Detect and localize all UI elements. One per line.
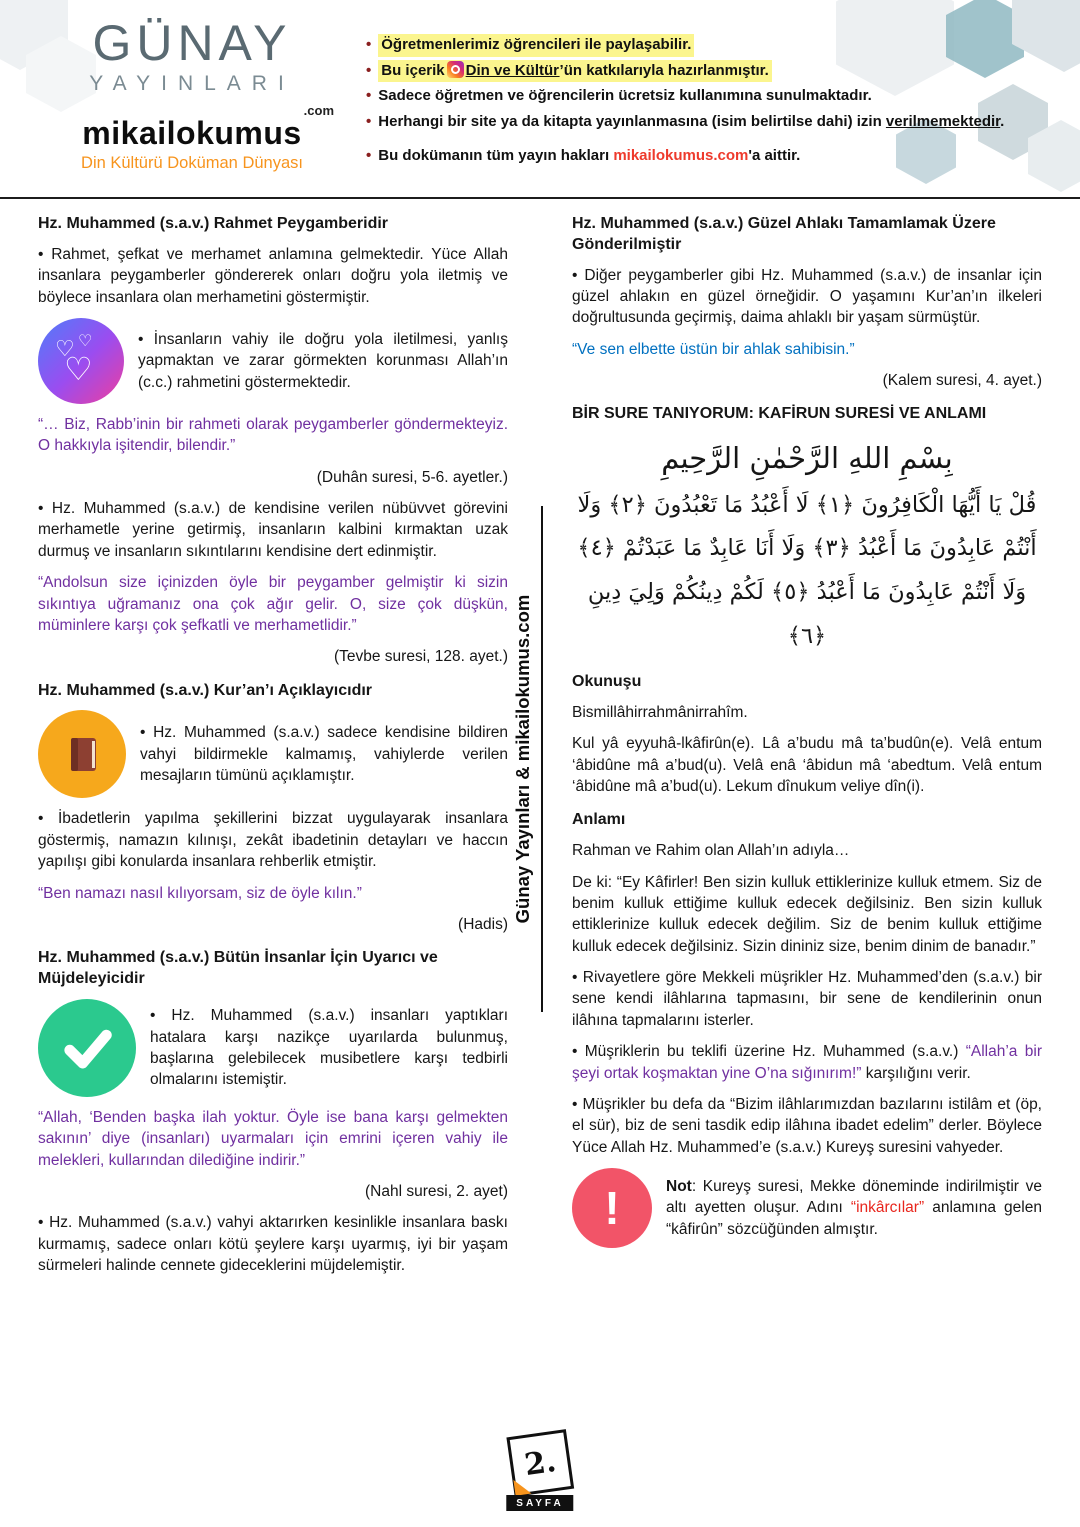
header-notes (366, 34, 1072, 171)
left-column (38, 212, 508, 1287)
quote-source: (Duhân suresi, 5-6. ayetler.) (316, 468, 508, 486)
quote-source: (Nahl suresi, 2. ayet) (365, 1183, 508, 1201)
section-heading: Hz. Muhammed (s.a.v.) Bütün İnsanlar İçin Uyarıcı ve Müjdeleyicidir (38, 949, 438, 988)
paragraph: • Hz. Muhammed (s.a.v.) insanları yaptıkları hatalara karşı nazikçe uyarılarda bulunmuş, başlarına gelebilecek musibetlere karşı tedbirli olmalarını istemiştir. (150, 1007, 508, 1089)
bullet: • (366, 36, 372, 53)
header-divider-rule (0, 197, 1080, 199)
din-ve-kultur-link[interactable]: Din ve Kültür (465, 61, 560, 79)
book-glyph (59, 731, 105, 777)
note-text-pre: Bu dokümanın tüm yayın hakları (378, 147, 614, 164)
note-text (378, 111, 1004, 134)
section-heading: Anlamı (572, 811, 626, 829)
instagram-icon[interactable] (447, 61, 464, 78)
note-post: anlamına gelen “kâfirûn” sözcüğünden almıştır. (666, 1199, 1042, 1238)
logo-tagline: Din Kültürü Doküman Dünyası (81, 154, 303, 172)
quote-source: (Kalem suresi, 4. ayet.) (882, 372, 1042, 390)
quote-text: “Ben namazı nasıl kılıyorsam, siz de öyle kılın.” (38, 884, 362, 902)
header-note-3 (366, 85, 1072, 108)
section-heading: BİR SURE TANIYORUM: KAFİRUN SURESİ VE ANLAMI (572, 405, 987, 423)
note-pre: : Kureyş suresi, Mekke döneminde indirilmiştir ve altı ayetten oluşur. Adını (666, 1177, 1042, 1217)
paragraph: • Müşrikler bu defa da “Bizim ilâhlarımızdan bazılarını istilâm et (öp, el sür), biz de seni tasdik edip ilâhına ibadet edelim” derler. Böylece Yüce Allah Hz. Muhammed’e (s.a.v.) Kureyş suresini vahyeder. (572, 1095, 1042, 1156)
page-number-square (506, 1429, 574, 1497)
paragraph: • Diğer peygamberler gibi Hz. Muhammed (s.a.v.) de insanlar için güzel ahlakın en güzel örneğidir. O yaşamını Kur’an’ın ilkeleri doğrultusunda geçirmiş, daima ahlaklı bir yaşam sürmüştür. (572, 266, 1042, 327)
paragraph: Rahman ve Rahim olan Allah’ın adıyla… (572, 842, 850, 860)
quote-text: “Allah, ‘Benden başka ilah yoktur. Öyle ise bana karşı gelmekten sakının’ diye (insanları) uyarmaları için emrini içeren vahiy ile melekleri, kullarından dilediğine indirir.” (38, 1108, 508, 1169)
paragraph-pre: • Müşriklerin bu teklifi üzerine Hz. Muhammed (s.a.v.) (572, 1043, 966, 1061)
arabic-calligraphy (572, 434, 1042, 659)
note-text-post: ’ün katkılarıyla hazırlanmıştır. (559, 61, 769, 79)
quote-text: “… Biz, Rabb’inin bir rahmeti olarak peygamberler göndermekteyiz. O hakkıyla işitendir, bilendir.” (38, 415, 508, 455)
orange-triangle-accent (513, 1478, 531, 1496)
paragraph: • İnsanların vahiy ile doğru yola iletilmesi, yanlış yapmaktan ve zarar görmekten korunması Allah’ın (c.c.) rahmetini göstermektedir. (138, 330, 508, 391)
quote-text: “Ve sen elbette üstün bir ahlak sahibisin.” (572, 340, 855, 358)
underlined-emphasis: verilmemektedir (885, 112, 1001, 130)
heart-glyph: ♡ (64, 350, 93, 387)
section-heading: Hz. Muhammed (s.a.v.) Kur’an’ı Açıklayıcıdır (38, 681, 373, 699)
heart-glyph: ♡ (78, 332, 93, 350)
bullet: • (366, 147, 372, 164)
note-text: Sadece öğretmen ve öğrencilerin ücretsiz kullanımına sunulmaktadır. (378, 87, 872, 104)
note-text (378, 145, 800, 168)
paragraph: • Rivayetlere göre Mekkeli müşrikler Hz. Muhammed’den (s.a.v.) bir sene kendi ilâhlarına tapmasını, bir sene de kendilerinin onun ilâhına tapmalarını isterler. (572, 969, 1042, 1029)
paragraph: • Hz. Muhammed (s.a.v.) sadece kendisine bildiren vahyi bildirmekle kalmamış, vahiylerde verilen mesajların tümünü açıklamıştır. (140, 724, 508, 785)
header-note-5 (366, 145, 1072, 168)
paragraph: De ki: “Ey Kâfirler! Ben sizin kulluk ettiklerinize kulluk etmem. Siz de benim kulluk ettiğime kulluk edecek değilsiniz. Ben sizin kulluk ettiklerinize kulluk edecek değilim. Siz de benim kulluk ettiğime kulluk edecek değilsiniz. Sizin dininiz size, benim dinim de banadır.” (572, 873, 1042, 955)
section-heading: Hz. Muhammed (s.a.v.) Güzel Ahlakı Tamamlamak Üzere Gönderilmiştir (572, 215, 996, 253)
page-body (38, 212, 1042, 1287)
checkmark-icon (38, 999, 136, 1097)
page-label: SAYFA (506, 1495, 573, 1511)
checkmark-glyph (59, 1020, 115, 1076)
paragraph: • Hz. Muhammed (s.a.v.) de kendisine verilen nübüvvet görevini merhametle yerine getirmiş, insanların kalbini kırmaktan uzak durmuş ve insanların sıkıntılarını kendisine dert edinmiştir. (38, 500, 508, 560)
exclamation-icon: ! (572, 1168, 652, 1248)
page-header (0, 0, 1080, 197)
quote-source: (Tevbe suresi, 128. ayet.) (333, 648, 508, 666)
icon-paragraph (38, 710, 508, 798)
note-text-pre: Herhangi bir site ya da kitapta yayınlanmasına (isim belirtilse dahi) izin (378, 112, 886, 130)
paragraph: • Rahmet, şefkat ve merhamet anlamına gelmektedir. Yüce Allah insanlara peygamberler göndererek onları doğru yola iletmiş ve böylece insanlara olan merhametini göstermiştir. (38, 245, 508, 306)
logo-com-text: .com (303, 103, 334, 118)
bullet: • (366, 61, 372, 79)
quote-text: “Andolsun size içinizden öyle bir peygamber gelmiştir ki sizin sıkıntıya uğramanız ona çok ağır gelir. O, size çok düşkün, müminlere karşı çok şefkatli ve merhametlidir.” (38, 574, 508, 634)
publisher-logo (42, 15, 342, 173)
note-label: Not (666, 1177, 692, 1195)
section-heading: Okunuşu (572, 673, 642, 691)
page-number-badge (506, 1433, 573, 1511)
vertical-watermark-text: Günay Yayınları & mikailokumus.com (512, 594, 533, 924)
icon-paragraph (38, 999, 508, 1097)
paragraph: Bismillâhirrahmânirrahîm. (572, 703, 748, 721)
note-text (378, 60, 772, 83)
hearts-icon (38, 318, 124, 404)
logo-site-row (42, 104, 342, 149)
book-icon (38, 710, 126, 798)
right-column (572, 212, 1042, 1287)
heart-glyph: ♡ (55, 335, 75, 361)
note-text-post: 'a aittir. (748, 147, 801, 164)
mikailokumus-link[interactable]: mikailokumus.com (613, 147, 749, 164)
note-text-post: . (1000, 112, 1005, 130)
bullet: • (366, 87, 372, 104)
paragraph (572, 1041, 1042, 1084)
inline-quote: “Allah’a bir şeyi ortak koşmaktan yine O’na sığınırım!” (572, 1043, 1042, 1082)
basmala-text: بِسْمِ اللهِ الرَّحْمٰنِ الرَّحِيمِ (661, 441, 953, 476)
quote-source: (Hadis) (458, 915, 508, 933)
paragraph: • Hz. Muhammed (s.a.v.) vahyi aktarırken kesinlikle insanlara baskı kurmamış, sadece onları kötü şeylere karşı uyarmış, iyi bir yaşam sürmeleri halinde cennete gideceklerini müjdelemiştir. (38, 1214, 508, 1275)
note-text-pre: Bu içerik (381, 61, 445, 79)
paragraph-post: karşılığını verir. (861, 1064, 971, 1082)
site-wordmark[interactable]: mikailokumus (82, 115, 302, 151)
note-box (572, 1168, 1042, 1248)
note-text: Öğretmenlerimiz öğrencileri ile paylaşabilir. (378, 34, 694, 57)
column-gap (508, 212, 572, 1287)
page-number: 2. (522, 1443, 558, 1483)
instagram-lens (451, 65, 460, 74)
note-red-emphasis: “inkârcılar” (850, 1199, 925, 1217)
paragraph: Kul yâ eyyuhâ-lkâfirûn(e). Lâ a’budu mâ ta’budûn(e). Velâ entum ‘âbidûne mâ a’bud(u). Velâ enâ ‘âbidun mâ ‘abedtum. Velâ entum ‘âbidûne mâ a’bud(u). Lekum dînukum veliye dîn(i). (572, 735, 1042, 795)
header-note-1 (366, 34, 1072, 57)
logo-gunay-text: GÜNAY (92, 15, 292, 71)
icon-paragraph (38, 318, 508, 404)
paragraph: • İbadetlerin yapılma şekillerini bizzat uygulayarak insanlara göstermiş, namazın kılınışı, zekât ibadetinin detayları ve haccın yapılışı gibi konularda insanlara rehberlik etmiştir. (38, 810, 508, 871)
logo-yayinlari-text: YAYINLARI (89, 72, 295, 95)
kafirun-surah-arabic: قُلْ يَا أَيُّهَا الْكَافِرُونَ ﴿١﴾ لَا أَعْبُدُ مَا تَعْبُدُونَ ﴿٢﴾ وَلَا أَنْتُمْ عَابِدُونَ مَا أَعْبُدُ ﴿٣﴾ وَلَا أَنَا عَابِدٌ مَا عَبَدْتُمْ ﴿٤﴾ وَلَا أَنْتُمْ عَابِدُونَ مَا أَعْبُدُ ﴿٥﴾ لَكُمْ دِينُكُمْ وَلِيَ دِينِ ﴿٦﴾ (577, 491, 1037, 650)
header-note-4 (366, 111, 1072, 134)
section-heading: Hz. Muhammed (s.a.v.) Rahmet Peygamberidir (38, 215, 389, 232)
note-paragraph (666, 1176, 1042, 1240)
header-note-2 (366, 60, 1072, 83)
bullet: • (366, 112, 372, 130)
